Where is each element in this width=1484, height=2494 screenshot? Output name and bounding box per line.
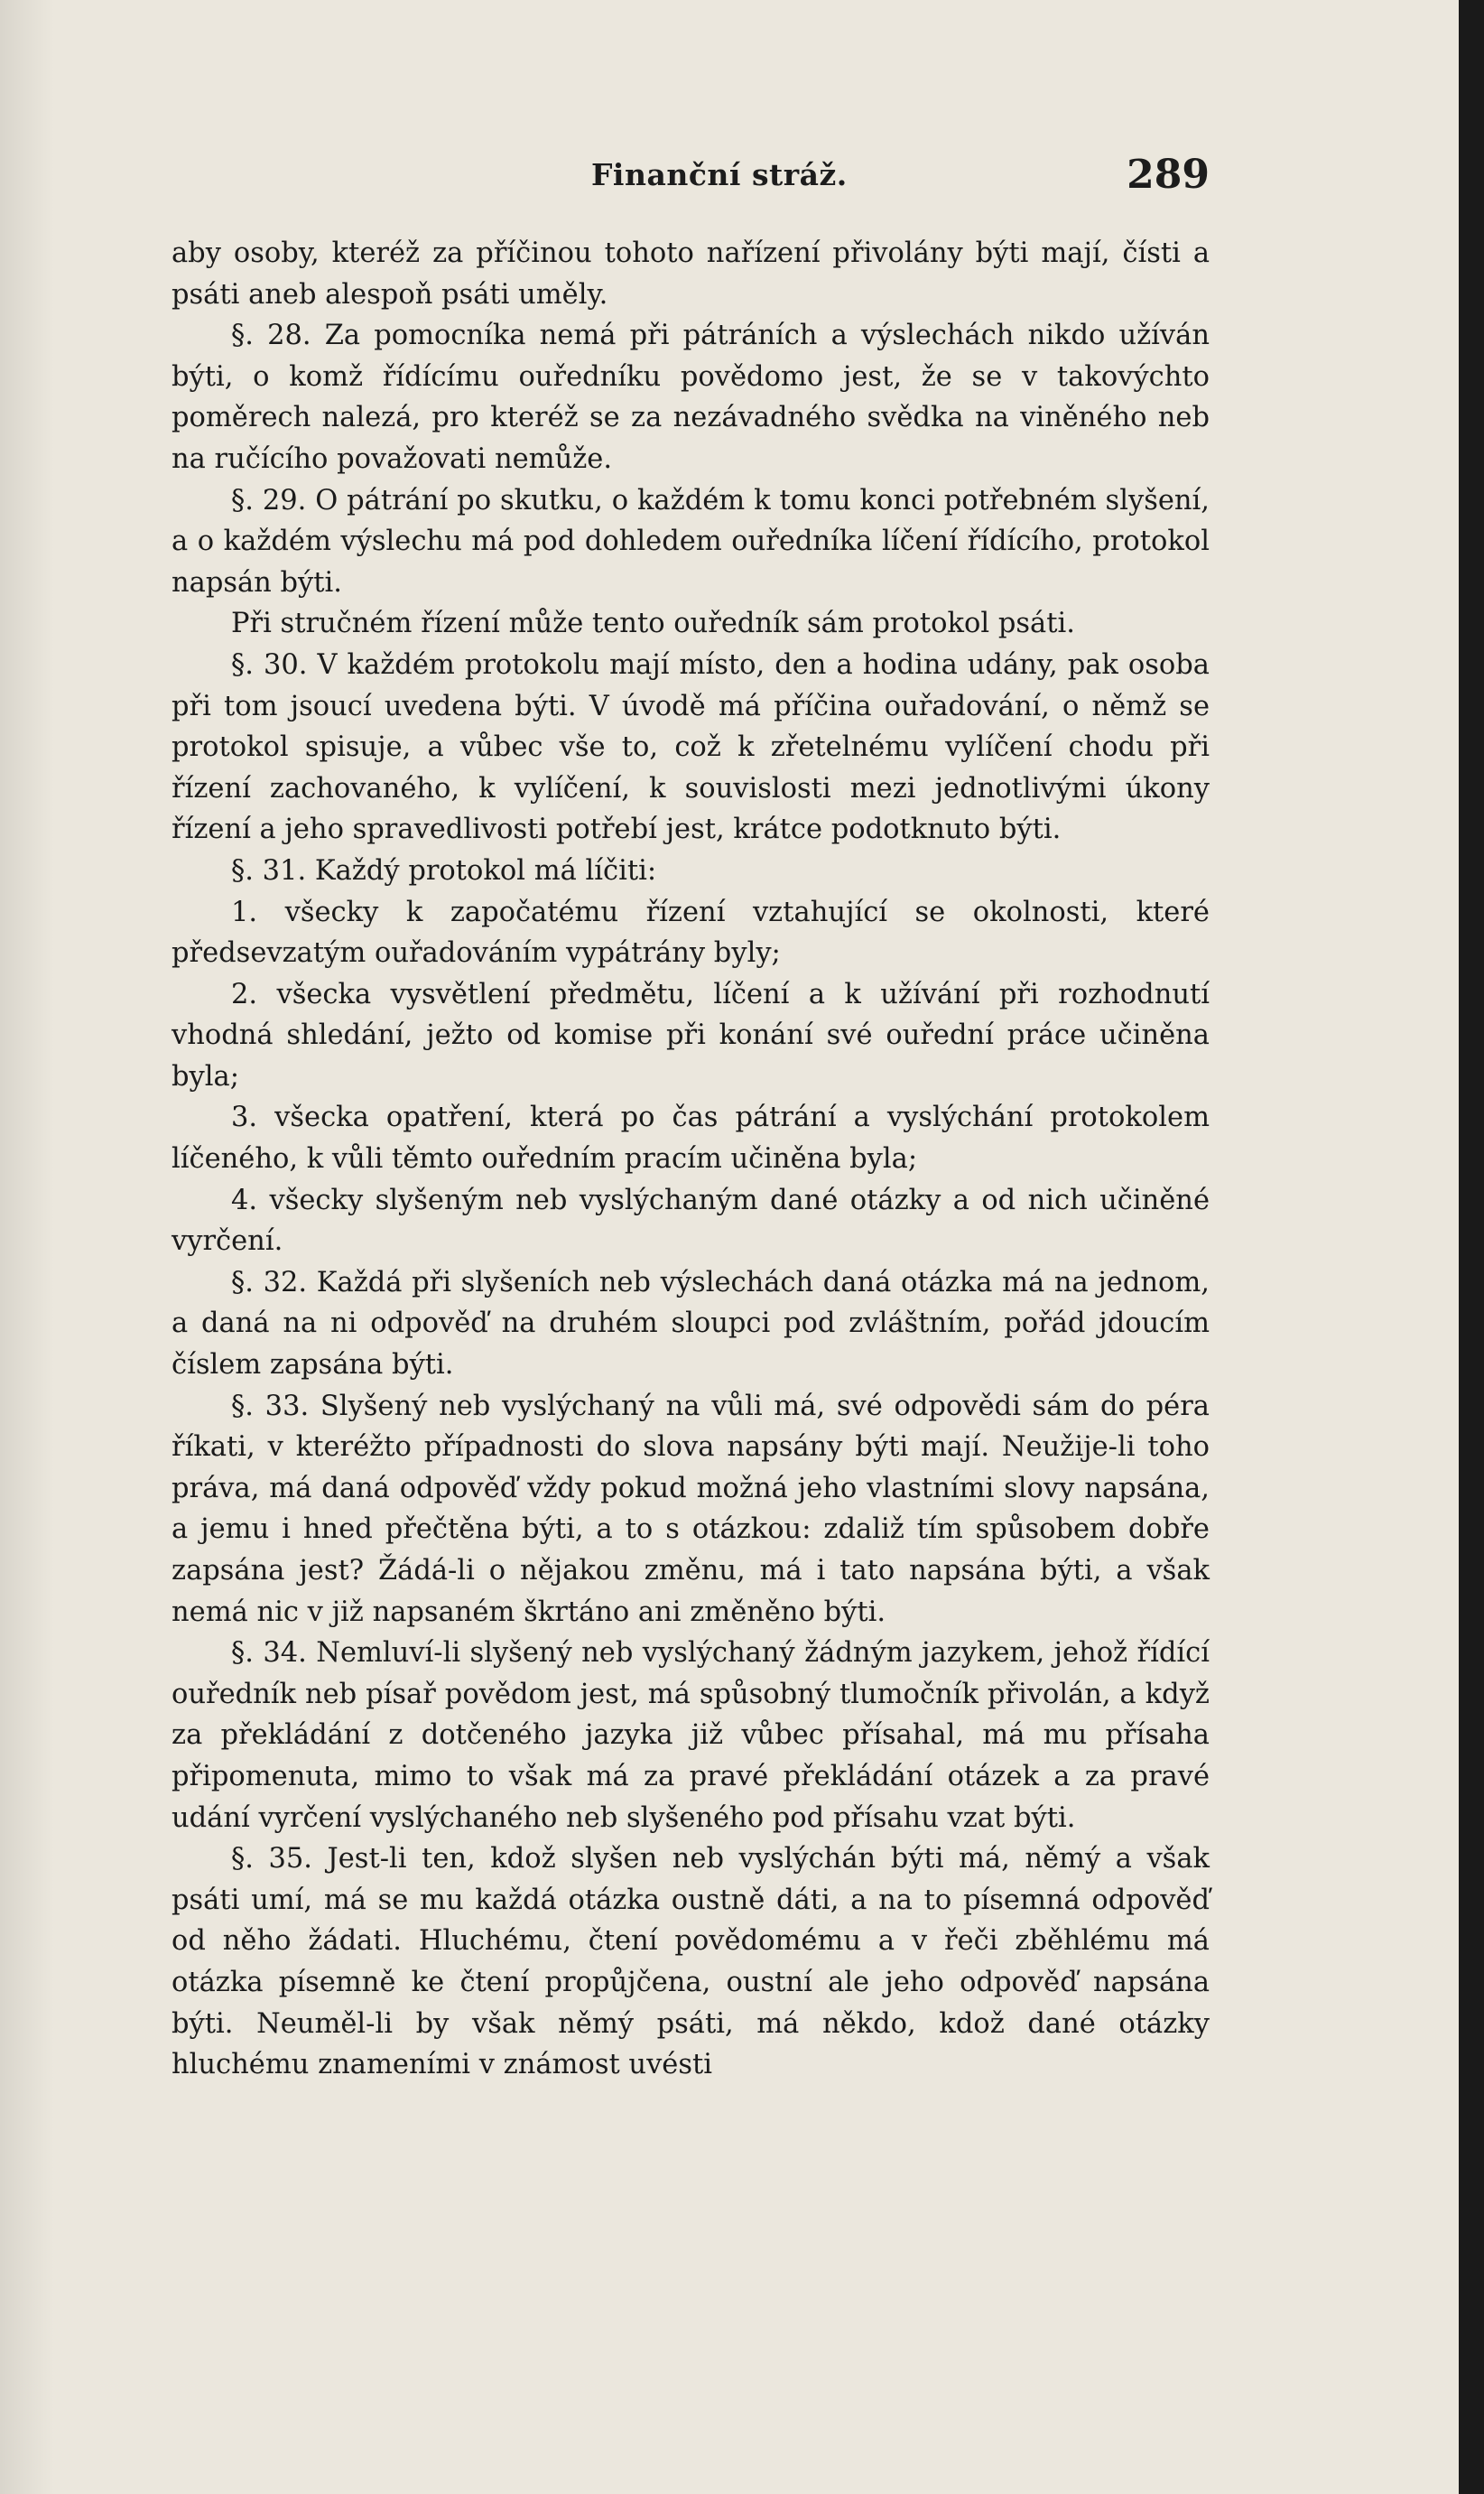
page-header xyxy=(172,152,1210,206)
list-item: 2. všecka vysvětlení předmětu, líčení a k užívání při rozhodnutí vhodná shledání, ježto od komise při konání své ouřední práce učiněna byla; xyxy=(172,978,1210,1093)
paragraph-section-31: §. 31. Každý protokol má líčiti: xyxy=(231,854,657,887)
list-item: 4. všecky slyšeným neb vyslýchaným dané otázky a od nich učiněné vyrčení. xyxy=(172,1184,1210,1258)
running-head: Finanční stráž. xyxy=(591,157,848,192)
paragraph-section-33: §. 33. Slyšený neb vyslýchaný na vůli má, své odpovědi sám do péra říkati, v kteréžto případnosti do slova napsány býti mají. Neužije-li toho práva, má daná odpověď vždy pokud možná jeho vlastními slovy napsána, a jemu i hned přečtěna býti, a to s otázkou: zdaliž tím spůsobem dobře zapsána jest? Žádá-li o nějakou změnu, má i tato napsána býti, a však nemá nic v již napsaném škrtáno ani změněno býti. xyxy=(172,1390,1210,1628)
paragraph: Při stručném řízení může tento ouředník sám protokol psáti. xyxy=(231,608,1075,640)
paragraph-section-28: §. 28. Za pomocníka nemá při pátráních a výslechách nikdo užíván býti, o komž řídícímu ouředníku povědomo jest, že se v takovýchto poměrech nalezá, pro kteréž se za nezávadného svědka na viněného neb na ručícího považovati nemůže. xyxy=(172,320,1210,475)
paragraph-section-30: §. 30. V každém protokolu mají místo, den a hodina udány, pak osoba při tom jsoucí uvedena býti. V úvodě má příčina ouřadování, o němž se protokol spisuje, a vůbec vše to, což k zřetelnému vylíčení chodu při řízení zachovaného, k vylíčení, k souvislosti mezi jednotlivými úkony řízení a jeho spravedlivosti potřebí jest, krátce podotknuto býti. xyxy=(172,648,1210,846)
list-item: 3. všecka opatření, která po čas pátrání a vyslýchání protokolem líčeného, k vůli těmto ouředním pracím učiněna byla; xyxy=(172,1102,1210,1176)
paragraph-section-35: §. 35. Jest-li ten, kdož slyšen neb vyslýchán býti má, němý a však psáti umí, má se mu každá otázka oustně dáti, a na to písemná odpověď od něho žádati. Hluchému, čtení povědomému a v řeči zběhlému má otázka písemně ke čtení propůjčena, oustní ale jeho odpověď napsána býti. Neuměl-li by však němý psáti, má někdo, kdož dané otázky hluchému znameními v známost uvésti xyxy=(172,1843,1210,2081)
body-text xyxy=(172,233,1210,2086)
paragraph-section-34: §. 34. Nemluví-li slyšený neb vyslýchaný žádným jazykem, jehož řídící ouředník neb písař povědom jest, má spůsobný tlumočník přivolán, a když za překládání z dotčeného jazyka již vůbec přísahal, má mu přísaha připomenuta, mimo to však má za pravé překládání otázek a za pravé udání vyrčení vyslýchaného neb slyšeného pod přísahu vzat býti. xyxy=(172,1637,1210,1834)
page-gutter-shadow xyxy=(0,0,54,2494)
page-number: 289 xyxy=(1127,152,1210,198)
paragraph: aby osoby, kteréž za příčinou tohoto nařízení přivolány býti mají, čísti a psáti aneb alespoň psáti uměly. xyxy=(172,237,1210,311)
paragraph-section-29: §. 29. O pátrání po skutku, o každém k tomu konci potřebném slyšení, a o každém výslechu má pod dohledem ouředníka líčení řídícího, protokol napsán býti. xyxy=(172,484,1210,599)
list-item: 1. všecky k započatému řízení vztahující se okolnosti, které předsevzatým ouřadováním vypátrány byly; xyxy=(172,896,1210,970)
paragraph-section-32: §. 32. Každá při slyšeních neb výslechách daná otázka má na jednom, a daná na ni odpověď na druhém sloupci pod zvláštním, pořád jdoucím číslem zapsána býti. xyxy=(172,1266,1210,1382)
